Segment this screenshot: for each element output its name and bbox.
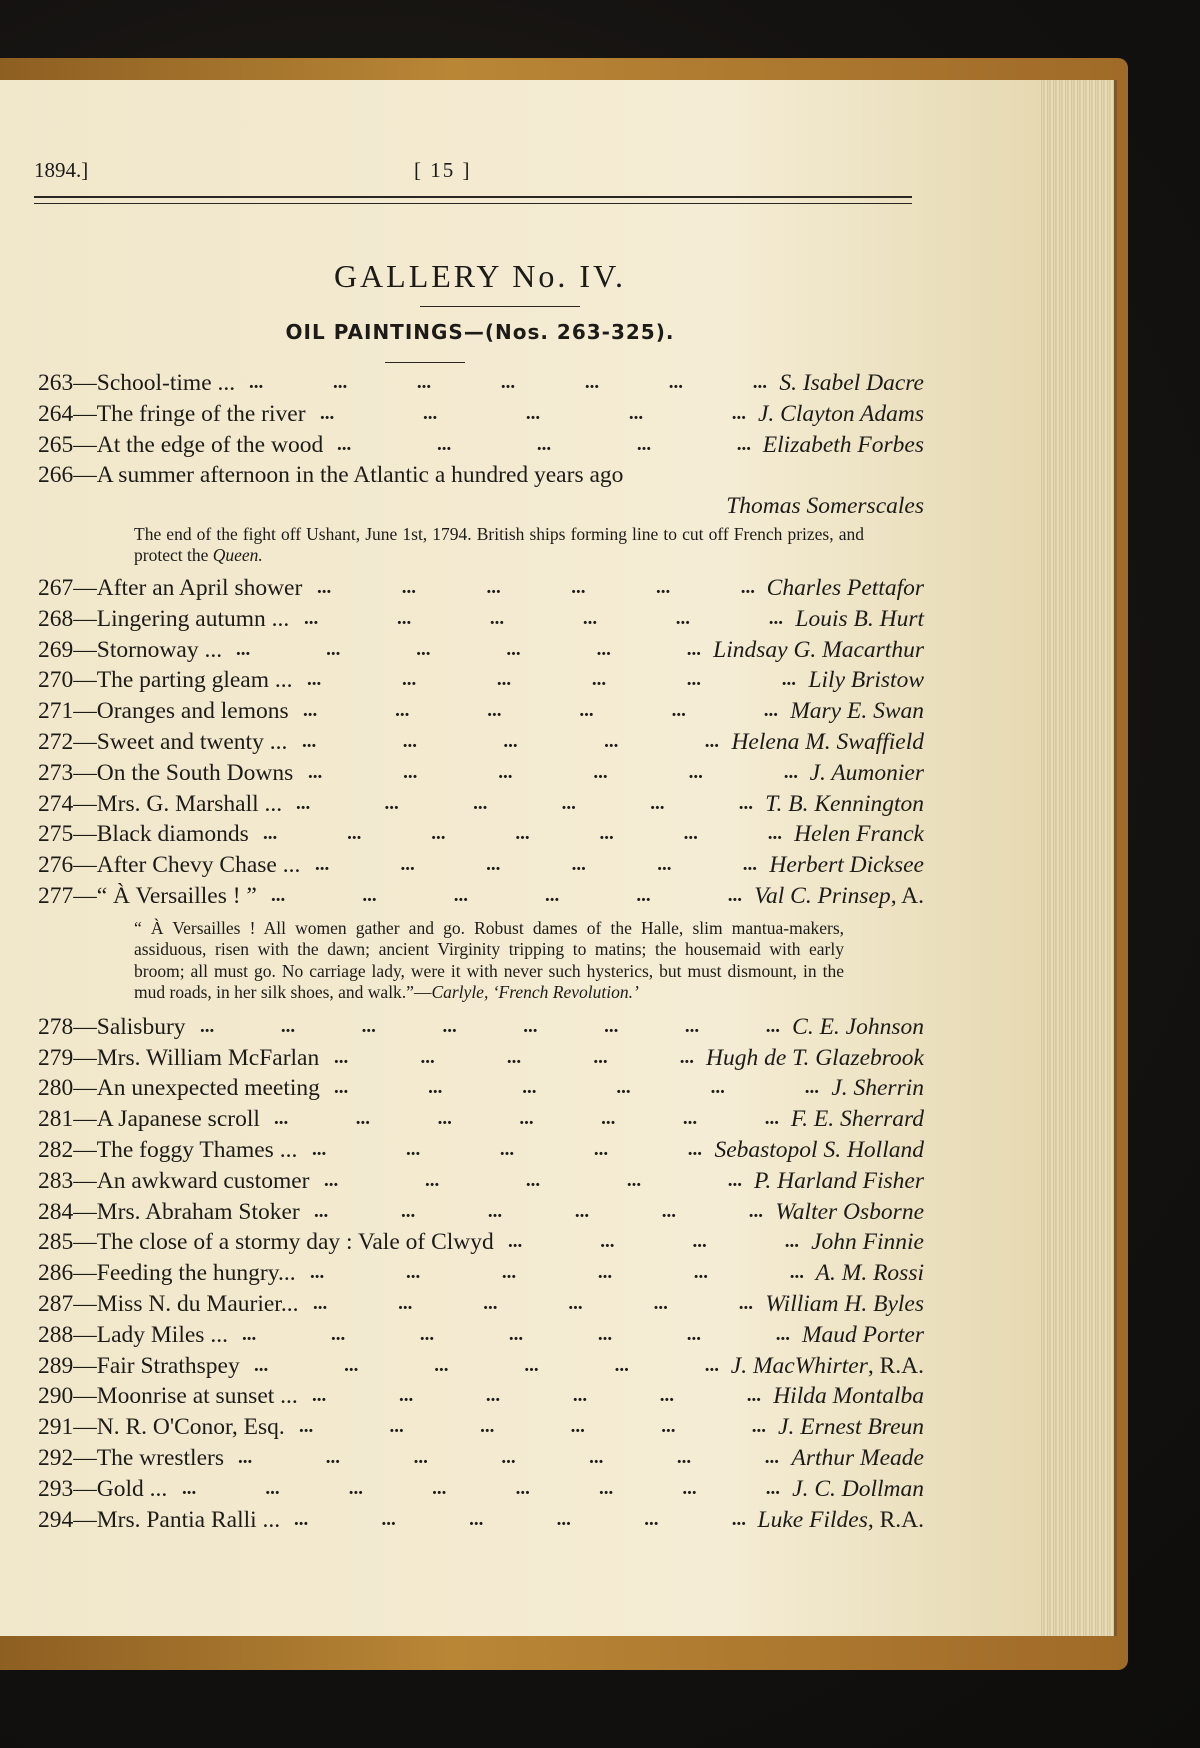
artist-name: Hilda Montalba <box>773 1383 924 1410</box>
leader-dots: ... ... ... ... ... ... ... <box>238 1446 779 1468</box>
entry-number: 290 <box>38 1383 74 1410</box>
catalogue-entry: 292—The wrestlers ... ... ... ... ... ... ... Arthur Meade <box>38 1443 924 1474</box>
leader-dots: ... ... ... ... ... ... <box>308 761 798 783</box>
artist-name: Val C. Prinsep <box>754 882 891 909</box>
leader-dots: ... ... ... ... ... ... <box>310 1262 804 1284</box>
catalogue-entry: 268—Lingering autumn ... ... ... ... ... ... ... Louis B. Hurt <box>38 604 924 635</box>
entry-title: Miss N. du Maurier... <box>96 1290 299 1317</box>
entry-artist <box>775 1197 924 1228</box>
leader-dots: ... ... ... ... ... ... <box>304 607 783 629</box>
entry-artist <box>792 1012 924 1043</box>
artist-name: Lily Bristow <box>808 667 924 694</box>
entry-number: 268 <box>38 605 74 632</box>
leader-dots: ... ... ... ... <box>508 1231 799 1253</box>
leader-dots: ... ... ... ... ... ... ... ... <box>200 1015 780 1037</box>
leader-dots: ... ... ... ... ... ... <box>294 1508 746 1530</box>
catalogue-entry: 289—Fair Strathspey ... ... ... ... ... ... J. MacWhirter, R.A. <box>38 1351 924 1382</box>
entry-title: A Japanese scroll <box>96 1106 260 1133</box>
entry-number: 273 <box>38 759 74 786</box>
entry-artist <box>794 819 924 850</box>
entry-artist <box>792 1474 924 1505</box>
entry-title: Feeding the hungry... <box>96 1260 296 1287</box>
entry-note-277 <box>38 912 924 1012</box>
entry-number: 285 <box>38 1229 74 1256</box>
entry-title: An awkward customer <box>96 1167 310 1194</box>
artist-name: J. Ernest Breun <box>778 1414 924 1441</box>
entry-artist <box>754 1166 924 1197</box>
entry-artist <box>811 1227 924 1258</box>
artist-name: J. C. Dollman <box>792 1475 924 1502</box>
entry-note-266 <box>38 522 924 573</box>
entry-artist <box>714 1135 924 1166</box>
entry-title: Stornoway ... <box>96 636 223 663</box>
quote-work: ‘French Revolution.’ <box>488 982 639 1003</box>
header-year: 1894.] <box>34 158 89 182</box>
artist-name: Walter Osborne <box>775 1198 924 1225</box>
entry-title: A summer afternoon in the Atlantic a hundred years ago <box>96 462 624 489</box>
entry-number: 263 <box>38 370 74 396</box>
entry-number: 291 <box>38 1414 74 1441</box>
artist-name: William H. Byles <box>765 1290 924 1317</box>
subtitle-rule <box>385 362 465 363</box>
gallery-title: GALLERY No. IV. <box>333 258 627 294</box>
leader-dots: ... ... ... ... ... ... <box>317 576 755 598</box>
entry-artist <box>758 399 924 430</box>
artist-name: Charles Pettafor <box>766 574 924 601</box>
note-text: The end of the fight off Ushant, June 1st, 1794. British ships forming line to cut off French prizes, and protect the <box>134 523 864 566</box>
entry-group-a <box>38 368 924 460</box>
entry-artist <box>767 573 924 604</box>
page-edges <box>1030 80 1117 1636</box>
artist-name: J. MacWhirter <box>730 1352 868 1379</box>
artist-name: Lindsay G. Macarthur <box>713 636 924 663</box>
entry-number: 271 <box>38 698 74 725</box>
leader-dots: ... ... ... ... ... ... ... <box>242 1323 790 1345</box>
leader-dots: ... ... ... ... ... <box>334 1046 694 1068</box>
catalogue-entry: 276—After Chevy Chase ... ... ... ... ... ... ... Herbert Dicksee <box>38 850 924 881</box>
catalogue-entry: 264—The fringe of the river ... ... ... ... ... J. Clayton Adams <box>38 399 924 430</box>
entry-title: On the South Downs <box>96 759 294 786</box>
entry-artist <box>731 1351 924 1382</box>
entry-artist <box>810 758 924 789</box>
artist-name: F. E. Sherrard <box>790 1106 924 1133</box>
artist-name: Helena M. Swaffield <box>731 728 924 755</box>
entry-title: Fair Strathspey <box>96 1352 240 1379</box>
note-italic: Queen. <box>212 545 263 566</box>
entry-title: The close of a stormy day : Vale of Clwyd <box>96 1229 494 1256</box>
entry-title: Salisbury <box>96 1013 186 1040</box>
artist-name: Luke Fildes <box>757 1506 868 1533</box>
entry-number: 283 <box>38 1167 74 1194</box>
entry-number: 281 <box>38 1106 74 1133</box>
entry-number: 282 <box>38 1136 74 1163</box>
leader-dots: ... ... ... ... ... ... <box>296 792 753 814</box>
leader-dots: ... ... ... ... ... ... <box>313 1292 753 1314</box>
artist-name: S. Isabel Dacre <box>779 370 924 396</box>
entry-title: After Chevy Chase ... <box>96 852 301 879</box>
title-rule <box>420 306 580 307</box>
leader-dots: ... ... ... ... ... <box>320 402 746 424</box>
catalogue-entries <box>38 368 924 1535</box>
entry-number: 292 <box>38 1444 74 1471</box>
entry-number: 280 <box>38 1075 74 1102</box>
entry-number: 294 <box>38 1506 74 1533</box>
artist-name: Louis B. Hurt <box>795 605 924 632</box>
leader-dots: ... ... ... ... ... ... <box>315 854 757 876</box>
catalogue-entry: 279—Mrs. William McFarlan ... ... ... ... ... Hugh de T. Glazebrook <box>38 1043 924 1074</box>
catalogue-entry: 287—Miss N. du Maurier... ... ... ... ... ... ... William H. Byles <box>38 1289 924 1320</box>
catalogue-entry: 272—Sweet and twenty ... ... ... ... ... ... Helena M. Swaffield <box>38 727 924 758</box>
entry-number: 276 <box>38 852 74 879</box>
entry-number: 275 <box>38 821 74 848</box>
entry-title: The foggy Thames ... <box>96 1136 298 1163</box>
entry-title: The parting gleam ... <box>96 667 293 694</box>
entry-artist <box>754 881 924 912</box>
artist-name: T. B. Kennington <box>765 790 924 817</box>
entry-artist <box>758 1505 924 1536</box>
artist-honour: , R.A. <box>867 1506 924 1533</box>
leader-dots: ... ... ... ... ... ... <box>314 1200 763 1222</box>
entry-title: Moonrise at sunset ... <box>96 1383 298 1410</box>
catalogue-entry-266: 266—A summer afternoon in the Atlantic a hundred years ago <box>38 462 624 489</box>
leader-dots: ... ... ... ... ... ... <box>271 884 742 906</box>
entry-title: School-time ... <box>96 370 236 396</box>
entry-title: Black diamonds <box>96 821 249 848</box>
entry-number: 289 <box>38 1352 74 1379</box>
entry-title: An unexpected meeting <box>96 1075 320 1102</box>
artist-name: J. Aumonier <box>809 759 924 786</box>
entry-title: Mrs. William McFarlan <box>96 1044 320 1071</box>
entry-artist <box>778 1412 924 1443</box>
entry-title: After an April shower <box>96 574 303 601</box>
catalogue-entry: 283—An awkward customer ... ... ... ... ... P. Harland Fisher <box>38 1166 924 1197</box>
artist-honour: , A. <box>890 882 924 909</box>
artist-name: J. Sherrin <box>831 1075 924 1102</box>
header-rule <box>34 196 912 204</box>
leader-dots: ... ... ... ... ... <box>324 1169 742 1191</box>
entry-artist <box>731 727 924 758</box>
catalogue-entry: 284—Mrs. Abraham Stoker ... ... ... ... ... ... Walter Osborne <box>38 1197 924 1228</box>
artist-name: Arthur Meade <box>791 1444 924 1471</box>
artist-name: C. E. Johnson <box>792 1013 924 1040</box>
entry-title: Lady Miles ... <box>96 1321 228 1348</box>
entry-artist <box>706 1043 924 1074</box>
entry-artist <box>763 430 924 461</box>
entry-artist <box>808 665 924 696</box>
entry-artist <box>795 604 924 635</box>
catalogue-entry: 293—Gold ... ... ... ... ... ... ... ... ... J. C. Dollman <box>38 1474 924 1505</box>
leader-dots: ... ... ... ... ... ... <box>303 700 778 722</box>
entry-artist <box>779 368 924 399</box>
entry-artist <box>816 1258 924 1289</box>
artist-name: Maud Porter <box>801 1321 924 1348</box>
artist-name: A. M. Rossi <box>815 1260 924 1287</box>
leader-dots: ... ... ... ... ... ... <box>236 638 701 660</box>
catalogue-entry: 273—On the South Downs ... ... ... ... ... ... J. Aumonier <box>38 758 924 789</box>
catalogue-entry: 267—After an April shower ... ... ... ... ... ... Charles Pettafor <box>38 573 924 604</box>
leader-dots: ... ... ... ... ... <box>302 730 719 752</box>
entry-group-c <box>38 1012 924 1536</box>
leader-dots: ... ... ... ... ... ... <box>307 669 796 691</box>
entry-number: 267 <box>38 574 74 601</box>
entry-number: 287 <box>38 1290 74 1317</box>
entry-number: 272 <box>38 728 74 755</box>
artist-name: Helen Franck <box>794 821 924 848</box>
leader-dots: ... ... ... ... ... ... ... <box>263 823 782 845</box>
page-number: [ 15 ] <box>414 158 472 182</box>
entry-artist <box>765 1289 924 1320</box>
artist-name: P. Harland Fisher <box>754 1167 924 1194</box>
entry-artist <box>802 1320 924 1351</box>
leader-dots: ... ... ... ... ... <box>312 1138 702 1160</box>
catalogue-entry: 275—Black diamonds ... ... ... ... ... ... ... Helen Franck <box>38 819 924 850</box>
entry-artist <box>790 696 924 727</box>
leader-dots: ... ... ... ... ... ... <box>254 1354 719 1376</box>
catalogue-entry: 277—“ À Versailles ! ” ... ... ... ... ... ... Val C. Prinsep, A. <box>38 881 924 912</box>
entry-title: N. R. O'Conor, Esq. <box>96 1414 285 1441</box>
entry-number: 288 <box>38 1321 74 1348</box>
leader-dots: ... ... ... ... ... ... <box>334 1077 819 1099</box>
entry-title: Mrs. Pantia Ralli ... <box>96 1506 281 1533</box>
entry-number: 278 <box>38 1013 74 1040</box>
leader-dots: ... ... ... ... ... ... <box>312 1385 761 1407</box>
catalogue-entry: 271—Oranges and lemons ... ... ... ... ... ... Mary E. Swan <box>38 696 924 727</box>
entry-title: “ À Versailles ! ” <box>96 882 257 909</box>
entry-artist <box>792 1443 925 1474</box>
catalogue-page <box>0 80 1040 1636</box>
artist-name: John Finnie <box>811 1229 924 1256</box>
entry-number: 293 <box>38 1475 74 1502</box>
catalogue-entry: 281—A Japanese scroll ... ... ... ... ... ... ... F. E. Sherrard <box>38 1104 924 1135</box>
leader-dots: ... ... ... ... ... ... ... <box>274 1108 779 1130</box>
catalogue-entry: 274—Mrs. G. Marshall ... ... ... ... ... ... ... T. B. Kennington <box>38 789 924 820</box>
entry-number: 286 <box>38 1260 74 1287</box>
entry-artist <box>773 1381 924 1412</box>
entry-artist <box>791 1104 924 1135</box>
entry-title: The fringe of the river <box>96 400 306 427</box>
entry-title: Oranges and lemons <box>96 698 289 725</box>
catalogue-entry: 286—Feeding the hungry... ... ... ... ... ... ... A. M. Rossi <box>38 1258 924 1289</box>
leader-dots: ... ... ... ... ... <box>337 433 751 455</box>
section-subtitle: OIL PAINTINGS—(Nos. 263-325). <box>285 320 675 344</box>
catalogue-entry: 285—The close of a stormy day : Vale of Clwyd ... ... ... ... John Finnie <box>38 1227 924 1258</box>
artist-name: Elizabeth Forbes <box>762 431 924 458</box>
entry-title: Lingering autumn ... <box>96 605 290 632</box>
entry-artist <box>769 850 924 881</box>
entry-number: 277 <box>38 882 74 909</box>
catalogue-entry: 294—Mrs. Pantia Ralli ... ... ... ... ... ... ... Luke Fildes, R.A. <box>38 1505 924 1536</box>
entry-group-b <box>38 573 924 912</box>
catalogue-entry: 282—The foggy Thames ... ... ... ... ... ... Sebastopol S. Holland <box>38 1135 924 1166</box>
catalogue-entry: 280—An unexpected meeting ... ... ... ... ... ... J. Sherrin <box>38 1073 924 1104</box>
entry-title: Sweet and twenty ... <box>96 728 288 755</box>
entry-title: Gold ... <box>96 1475 168 1502</box>
entry-number: 274 <box>38 790 74 817</box>
entry-artist <box>765 789 924 820</box>
entry-number: 264 <box>38 400 74 427</box>
catalogue-entry: 263—School-time ... ... ... ... ... ... ... ... S. Isabel Dacre <box>38 368 924 399</box>
entry-number: 265 <box>38 431 74 458</box>
entry-artist-266: Thomas Somerscales <box>726 493 924 520</box>
entry-number: 266 <box>38 462 74 489</box>
leader-dots: ... ... ... ... ... ... <box>299 1416 766 1438</box>
quote-text: “ À Versailles ! All women gather and go. Robust dames of the Halle, slim mantua-makers, assiduous, risen with the dawn; ancient Virginity tripping to matins; the housemaid with early broom; all must go. No carriage lady, were it with never such hysterics, but must dismount, in the mud roads, in her silk shoes, and walk.”— <box>134 917 844 1003</box>
leader-dots: ... ... ... ... ... ... ... <box>249 372 767 393</box>
catalogue-entry: 270—The parting gleam ... ... ... ... ... ... ... Lily Bristow <box>38 665 924 696</box>
entry-title: The wrestlers <box>96 1444 224 1471</box>
catalogue-entry: 288—Lady Miles ... ... ... ... ... ... ... ... Maud Porter <box>38 1320 924 1351</box>
catalogue-entry: 265—At the edge of the wood ... ... ... ... ... Elizabeth Forbes <box>38 430 924 461</box>
entry-number: 279 <box>38 1044 74 1071</box>
artist-name: J. Clayton Adams <box>757 400 924 427</box>
artist-name: Herbert Dicksee <box>769 852 924 879</box>
entry-number: 269 <box>38 636 74 663</box>
catalogue-entry: 290—Moonrise at sunset ... ... ... ... ... ... ... Hilda Montalba <box>38 1381 924 1412</box>
quote-author: Carlyle, <box>431 982 489 1003</box>
catalogue-entry: 269—Stornoway ... ... ... ... ... ... ... Lindsay G. Macarthur <box>38 635 924 666</box>
leader-dots: ... ... ... ... ... ... ... ... <box>182 1477 780 1499</box>
entry-artist <box>713 635 924 666</box>
catalogue-entry: 278—Salisbury ... ... ... ... ... ... ... ... C. E. Johnson <box>38 1012 924 1043</box>
catalogue-entry: 291—N. R. O'Conor, Esq. ... ... ... ... ... ... J. Ernest Breun <box>38 1412 924 1443</box>
entry-artist <box>831 1073 924 1104</box>
entry-number: 270 <box>38 667 74 694</box>
artist-name: Hugh de T. Glazebrook <box>705 1044 924 1071</box>
artist-name: Mary E. Swan <box>790 698 924 725</box>
entry-title: Mrs. G. Marshall ... <box>96 790 283 817</box>
artist-name: Sebastopol S. Holland <box>714 1136 924 1163</box>
artist-honour: , R.A. <box>867 1352 924 1379</box>
entry-title: Mrs. Abraham Stoker <box>96 1198 300 1225</box>
running-head <box>34 158 914 188</box>
entry-number: 284 <box>38 1198 74 1225</box>
entry-title: At the edge of the wood <box>96 431 324 458</box>
